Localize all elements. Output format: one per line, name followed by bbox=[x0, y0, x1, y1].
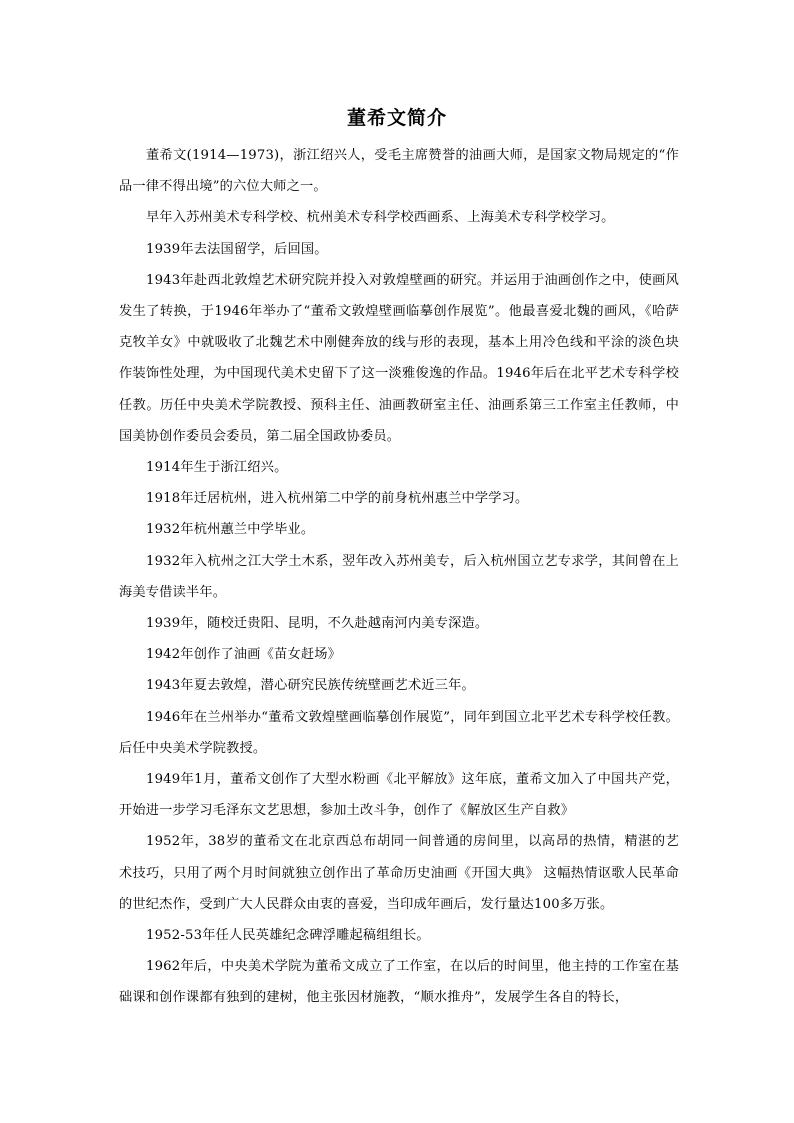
paragraph-1932-graduation: 1932年杭州蕙兰中学毕业。 bbox=[146, 522, 315, 538]
paragraph-intro: 董希文(1914—1973)，浙江绍兴人，受毛主席赞誉的油画大师，是国家文物局规定的“作品一律不得出境”的六位大师之一。 bbox=[119, 148, 679, 195]
paragraph-1952-founding-ceremony: 1952年，38岁的董希文在北京西总布胡同一间普通的房间里，以高昂的热情，精湛的艺术技巧，只用了两个月时间就独立创作出了革命历史油画《开国大典》 这幅热情讴歌人民革命的世纪杰作，受到广大人民群众由衷的喜爱，当印成年画后，发行量达100多万张。 bbox=[119, 834, 679, 912]
paragraph-1943-summer: 1943年夏去敦煌，潜心研究民族传统壁画艺术近三年。 bbox=[146, 678, 475, 694]
document-body bbox=[119, 140, 679, 1014]
paragraph-1946-exhibition: 1946年在兰州举办“董希文敦煌壁画临摹创作展览”，同年到国立北平艺术专科学校任教。后任中央美术学院教授。 bbox=[119, 709, 679, 756]
paragraph-1952-monument: 1952-53年任人民英雄纪念碑浮雕起稿组组长。 bbox=[146, 928, 430, 944]
paragraph-1939-hanoi: 1939年，随校迁贵阳、昆明，不久赴越南河内美专深造。 bbox=[146, 616, 489, 632]
paragraph-1942-painting: 1942年创作了油画《苗女赶场》 bbox=[146, 647, 342, 663]
paragraph-1914-birth: 1914年生于浙江绍兴。 bbox=[146, 460, 288, 476]
paragraph-1918-hangzhou: 1918年迁居杭州，进入杭州第二中学的前身杭州惠兰中学学习。 bbox=[146, 491, 529, 507]
paragraph-1949-liberation: 1949年1月，董希文创作了大型水粉画《北平解放》这年底，董希文加入了中国共产党，开始进一步学习毛泽东文艺思想，参加土改斗争，创作了《解放区生产自救》 bbox=[119, 772, 679, 819]
paragraph-early-education: 早年入苏州美术专科学校、杭州美术专科学校西画系、上海美术专科学校学习。 bbox=[146, 210, 615, 226]
paragraph-1962-studio: 1962年后，中央美术学院为董希文成立了工作室，在以后的时间里，他主持的工作室在基础课和创作课都有独到的建树，他主张因材施教，“顺水推舟”，发展学生各自的特长， bbox=[119, 959, 679, 1006]
paragraph-1939-france: 1939年去法国留学，后回国。 bbox=[146, 241, 328, 257]
paragraph-1932-university: 1932年入杭州之江大学土木系，翌年改入苏州美专，后入杭州国立艺专求学，其间曾在上海美专借读半年。 bbox=[119, 553, 679, 600]
document-title: 董希文简介 bbox=[346, 107, 447, 129]
paragraph-1943-dunhuang: 1943年赴西北敦煌艺术研究院并投入对敦煌壁画的研究。并运用于油画创作之中，使画风发生了转换，于1946年举办了“董希文敦煌壁画临摹创作展览”。他最喜爱北魏的画风，《哈萨克牧羊女》中就吸收了北魏艺术中刚健奔放的线与形的表现，基本上用冷色线和平涂的淡色块作装饰性处理，为中国现代美术史留下了这一淡雅俊逸的作品。1946年后在北平艺术专科学校任教。历任中央美术学院教授、预科主任、油画教研室主任、油画系第三工作室主任教师，中国美协创作委员会委员，第二届全国政协委员。 bbox=[119, 272, 679, 444]
